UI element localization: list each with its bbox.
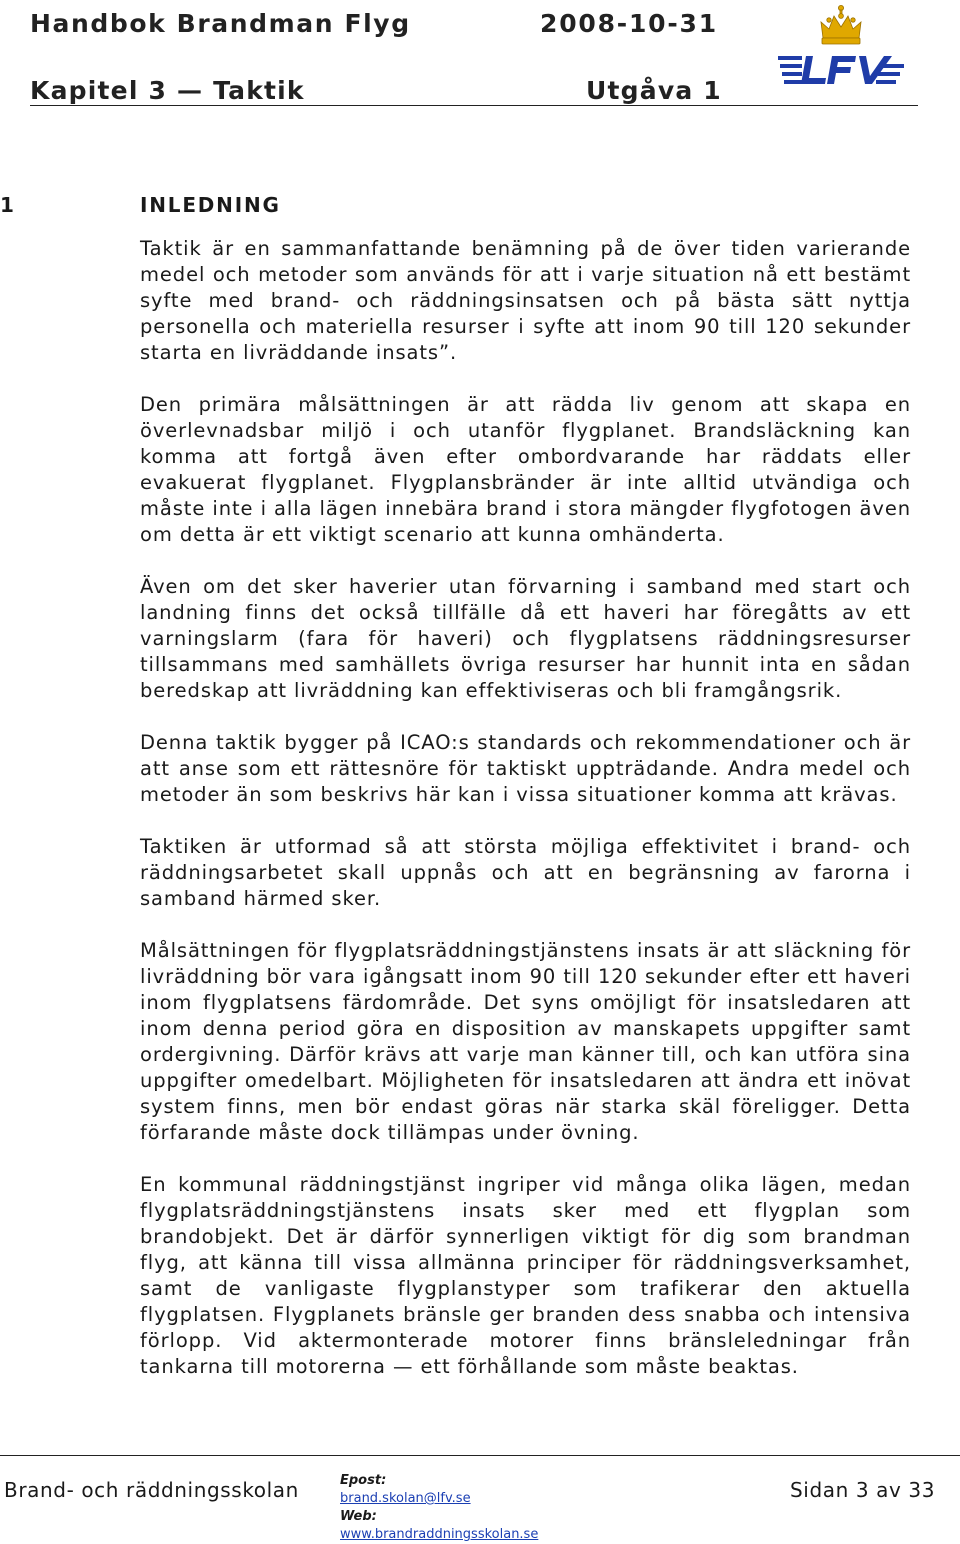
footer-contact (340, 1472, 580, 1544)
section-heading: INLEDNING (140, 193, 281, 217)
paragraph: Taktiken är utformad så att största möjliga effektivitet i brand- och räddningsarbetet skall uppnås och att en begränsning av farorna i samband härmed sker. (140, 835, 911, 910)
paragraph: Även om det sker haverier utan förvarning i samband med start och landning finns det också tillfälle då ett haveri har föregåtts av ett varningslarm (fara för haveri) och flygplatsens räddningsresurser tillsammans med samhällets övriga resurser har hunnit inta en sådan beredskap att livräddning kan effektiviseras och bli framgångsrik. (140, 575, 911, 702)
section-number: 1 (0, 193, 16, 217)
lfv-wordmark (778, 56, 904, 84)
document-title: Handbok Brandman Flyg (30, 9, 411, 38)
chapter-title: Kapitel 3 — Taktik (30, 76, 305, 105)
crown-icon (821, 5, 861, 44)
email-label: Epost: (340, 1473, 387, 1488)
web-label: Web: (340, 1509, 377, 1524)
web-link[interactable]: www.brandraddningsskolan.se (340, 1527, 539, 1542)
document-date: 2008-10-31 (540, 9, 718, 38)
paragraph: En kommunal räddningstjänst ingriper vid många olika lägen, medan flygplatsräddningstjänstens insats sker med ett flygplan som brandobjekt. Det är därför synnerligen viktigt för dig som brandman flyg, att känna till vissa allmänna principer för räddningsverksamhet, samt de vanligaste flygplanstyper som trafikerar den aktuella flygplatsen. Flygplanets bränsle ger branden dess snabba och intensiva förlopp. Vid aktermonterade motorer finns bränsleledningar från tankarna till motorerna — ett förhållande som måste beaktas. (140, 1173, 911, 1378)
paragraph: Denna taktik bygger på ICAO:s standards och rekommendationer och är att anse som ett rättesnöre för taktiskt uppträdande. Andra medel och metoder än som beskrivs här kan i vissa situationer komma att krävas. (140, 731, 911, 806)
page-number: Sidan 3 av 33 (790, 1478, 936, 1502)
header-divider (30, 105, 918, 106)
body-text (140, 236, 911, 1406)
paragraph: Den primära målsättningen är att rädda liv genom att skapa en överlevnadsbar miljö i och utanför flygplanet. Brandsläckning kan komma att fortgå även efter ombordvarande har räddats eller evakuerat flygplanet. Flygplansbränder är inte alltid utvändiga och måste inte i alla lägen innebära brand i stora mängder flygfotogen även om detta är ett viktigt scenario att kunna omhänderta. (140, 393, 911, 546)
email-link[interactable]: brand.skolan@lfv.se (340, 1491, 471, 1506)
footer-divider (0, 1455, 960, 1456)
lfv-logo (776, 4, 906, 96)
paragraph: Taktik är en sammanfattande benämning på de över tiden varierande medel och metoder som används för att i varje situation nå ett bestämt syfte med brand- och räddningsinsatsen och på bästa sätt nyttja personella och materiella resurser i syfte att inom 90 till 120 sekunder starta en livräddande insats”. (140, 237, 911, 364)
footer-organization: Brand- och räddningsskolan (4, 1478, 299, 1502)
paragraph: Målsättningen för flygplatsräddningstjänstens insats är att släckning för livräddning bör vara igångsatt inom 90 till 120 sekunder efter ett haveri inom flygplatsens färdområde. Det syns omöjligt för insatsledaren att inom denna period göra en disposition av manskapets uppgifter samt ordergivning. Därför krävs att varje man känner till, och kan utföra sina uppgifter omedelbart. Möjligheten för insatsledaren att ändra ett inövat system finns, men bör endast göras när starka skäl föreligger. Detta förfarande måste dock tillämpas under övning. (140, 939, 911, 1144)
edition-label: Utgåva 1 (586, 76, 722, 105)
